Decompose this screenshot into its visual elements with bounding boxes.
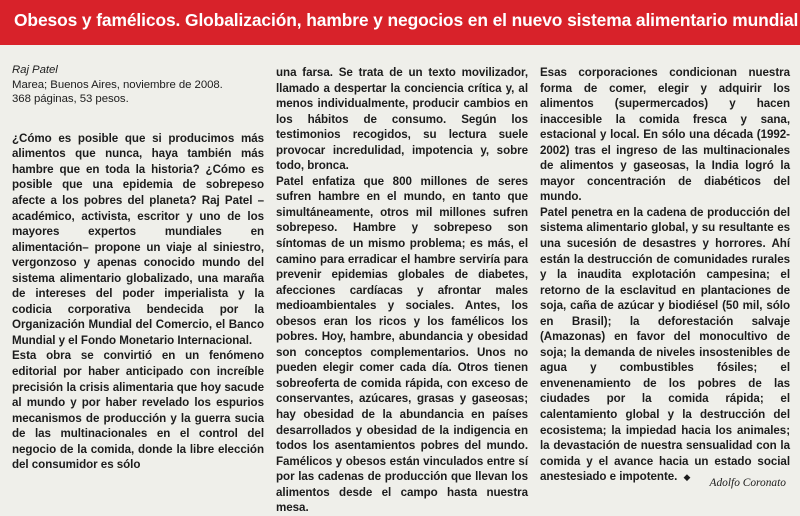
- text-column-2: [276, 65, 528, 516]
- paragraph-3: Patel enfatiza que 800 millones de seres sufren hambre en el mundo, en tanto que simultáneamente, otros mil millones sufren sobrepeso. Hambre y sobrepeso son síntomas de un mismo problema; es más, el camino para erradicar el hambre serviría para prevenir epidemias globales de diabetes, afecciones cardíacas y afrontar males medioambientales y sociales. Antes, los obesos eran los ricos y los famélicos los pobres. Hoy, hambre, abundancia y obesidad son conceptos complementarios. Unos no pueden elegir comer cada día. Otros tienen sobreoferta de comida rápida, con exceso de conservantes, azúcares, grasas y gaseosas; hay obesidad de la abundancia en países desarrollados y obesidad de la indigencia en todos los asentamientos pobres del mundo. Famélicos y obesos están vinculados entre sí por las cadenas de producción que llevan los alimentos desde el campo hasta nuestra mesa.: [276, 174, 528, 515]
- paragraph-4: Esas corporaciones condicionan nuestra forma de comer, elegir y adquirir los alimentos (supermercados) y hacen inaccesible la comida fresca y sana, estacional y local. En sólo una década (1992-2002) tras el ingreso de las multinacionales de alimentos y gaseosas, la India logró la mayor concentración de diabéticos del mundo.: [540, 66, 790, 204]
- paragraph-5-text: Patel penetra en la cadena de producción del sistema alimentario global, y su resultante es una sucesión de desastres y horrores. Ahí están la destrucción de comunidades rurales y la inaudita explotación campesina; el retorno de la esclavitud en plantaciones de soja, caña de azúcar y biodiésel (50 mil, sólo en Brasil); la deforestación salvaje (Amazonas) en favor del monocultivo de soja; la demanda de niveles insostenibles de agua y combustibles fósiles; el envenenamiento de los pobres de las ciudades por la comida rápida; el calentamiento global y la destrucción del ecosistema; la impiedad hacia los animales; la devastación de nuestra sensualidad con la comida y el avance hacia un estado social anestesiado e impotente.: [540, 205, 790, 484]
- header-banner: [0, 0, 800, 45]
- book-info: [12, 63, 264, 107]
- text-column-1: [12, 63, 264, 473]
- paragraph-1: ¿Cómo es posible que si producimos más alimentos que nunca, haya también más hambre que en toda la historia? ¿Cómo es posible que una epidemia de sobrepeso afecte a los pobres del planeta? Raj Patel –académico, activista, escritor y uno de los mayores expertos mundiales en alimentación– propone un viaje al siniestro, vergonzoso y apenas conocido mundo del sistema alimentario globalizado, una maraña de intereses del poder imperialista y la codicia corporativa bendecida por la Organización Mundial del Comercio, el Banco Mundial y el Fondo Monetario Internacional.: [12, 131, 264, 347]
- end-mark-icon: ◆: [683, 472, 691, 483]
- paragraph-2a: Esta obra se convirtió en un fenómeno editorial por haber anticipado con increíble precisión la crisis alimentaria que hoy sacude al mundo y por haber revelado los espurios mecanismos de producción y la guerra sucia de las multinacionales en el control del negocio de la comida, donde la libre elección del consumidor es sólo: [12, 349, 264, 472]
- paragraph-2b: una farsa. Se trata de un texto movilizador, llamado a despertar la conciencia crítica y, al menos individualmente, producir cambios en los hábitos de consumo. Según los testimonios recogidos, su lectura suele provocar incredulidad, impotencia y, sobre todo, bronca.: [276, 66, 528, 173]
- signature: Adolfo Coronato: [709, 477, 786, 489]
- book-author: Raj Patel: [12, 64, 58, 76]
- paragraph-5: [540, 205, 790, 486]
- book-details: 368 páginas, 53 pesos.: [12, 93, 129, 106]
- text-column-3: [540, 65, 790, 486]
- article-title: Obesos y famélicos. Globalización, hambre y negocios en el nuevo sistema alimentario mundial: [14, 10, 799, 30]
- book-publisher: Marea; Buenos Aires, noviembre de 2008.: [12, 78, 223, 91]
